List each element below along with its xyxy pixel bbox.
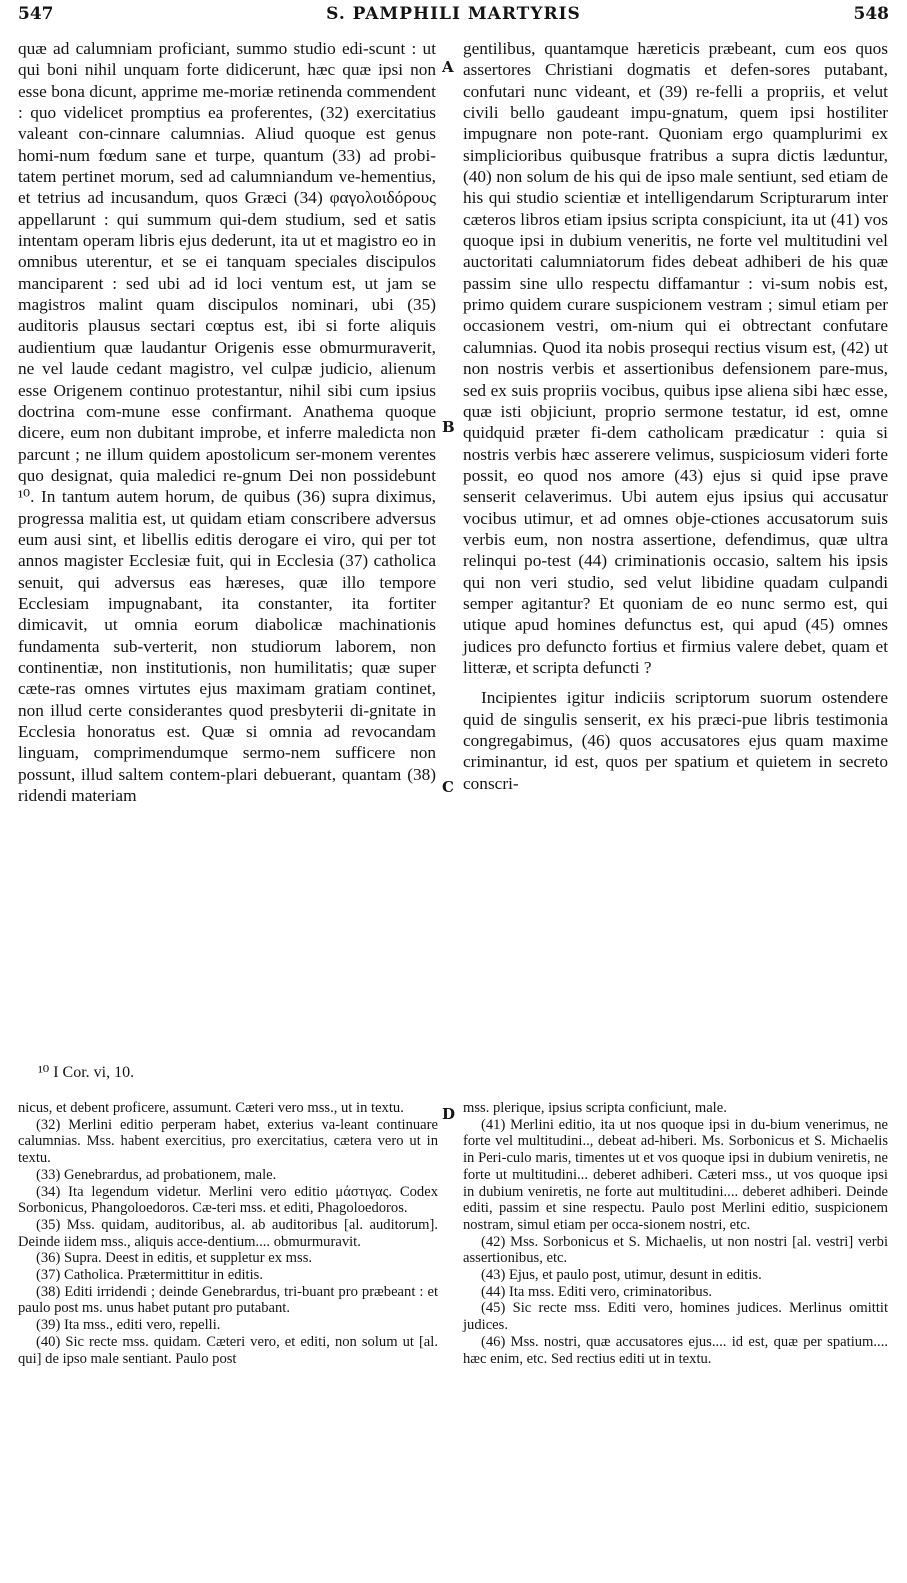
note-entry: (37) Catholica. Prætermittitur in editis. [36,1267,263,1284]
note-entry: (39) Ita mss., editi vero, repelli. [36,1317,221,1334]
left-column-text: quæ ad calumniam proficiant, summo studio edi-scunt : ut qui boni nihil unquam forte didicerunt, hæc quæ ipsi non esse bona dicunt, apprime me-moriæ retinenda commendent : quo videlicet promptius ea proferentes, (32) exercitatius valeant con-cinnare calumnias. Aliud quoque est genus homi-num fœdum sane et turpe, quantum (33) ad probi-tatem pertinet morum, sed ad calumniandum ve-hementius, et tetrius ad incusandum, quos Græci (34) φαγολοιδόρους appellarunt : qui summum qui-dem studium, sed et satis intentam operam libris ejus dederunt, ita ut et magistro eo in omnibus uterentur, et se ei tanquam speciales discipulos manciparent : sed ubi ad id loci ventum est, ut jam se magistros malint quam discipulos nominari, ubi (35) auditoris plausus sectari cœptus est, ibi si forte aliquis audientium quæ laudantur Origenis esse obmurmuraverit, ne vel laude cedant magistro, vel culpæ judicio, alienum esse Origenem continuo protestantur, nihil sibi cum ipsius doctrina com-mune esse confirmant. Anathema quoque dicere, eum non dubitant improbe, et inferre maledicta non parcunt ; ne illum quidem apostolicum ser-monem verentes quo designat, quia maledici re-gnum Dei non possidebunt ¹⁰. In tantum autem horum, de quibus (36) supra diximus, progressa malitia est, ut quidam etiam conscribere adversus eum ausi sint, et libellis editis derogare ei viro, qui per tot annos magister Ecclesiæ fuit, qui in Ecclesia (37) catholica senuit, qui adversus eas hæreses, quæ illo tempore Ecclesiam impugnabant, ita constanter, ita fortiter dimicavit, ut omnia eorum diabolicæ machinationis fundamenta sub-verterit, non studiorum laborem, non continentiæ, non institutionis, non humilitatis; quæ super cæte-ras omnes virtutes ejus maximam gratiam continet, non illud certe considerantes quod presbyterii di-gnitate in Ecclesia honoratus est. Quæ si omnia ad revocandam linguam, comprimendumque sermo-nem sufficere non possunt, illud saltem contem-plari debuerant, quantam (38) ridendi materiam [18,39,436,806]
right-column-paragraph-1: gentilibus, quantamque hæreticis præbeant, cum eos quos assertores Christiani dogmatis et defen-sores putabant, confutari nunc videant, et (39) re-felli a propriis, et velut civili bello gaudeant impu-gnatum, quem ipsi hostiliter impugnare non pote-rant. Quoniam ergo quamplurimi ex simplicioribus quibusque fratribus a supra dictis læduntur, (40) non solum de his qui de ipso male sentiunt, sed etiam de his qui studio scientiæ et intelligendarum Scripturarum inter cæteros libros etiam ipsius scripta conspiciunt, ita ut (41) vos quoque ipsi in dubium veneritis, ne forte vel multitudini vel auctoritati calumniatorum fides debeat adhiberi de his quæ passim sine ullo respectu diffamantur : vi-sum nobis est, primo quidem curare suspicionem vestram ; simul etiam per occasionem vestri, om-nium qui ei obtrectant confutare calumnias. Quod ita nobis prosequi rectius visum est, (42) ut non nostris verbis et assertionibus defensionem pare-mus, sed ex suis propriis vocibus, quibus ipse aliena sibi hæc esse, quæ isti objiciunt, proprio sermone testatur, id est, omne quidquid præter fi-dem catholicam prædicatur : quia si nostris verbis hæc asserere velimus, suspiciosum videri forte possit, eo quod nos amore (43) ejus si quid ipse prave senserit celaverimus. Ubi autem ejus ipsius qui accusatur vocibus utimur, et ad omnes obje-ctiones accusatorum suis verbis eum, non nostra assertione, defendimus, quæ ultra relinqui po-test (44) criminationis occasio, saltem his ipsis qui non veri studio, sed velut libidine quadam culpandi semper agitantur? Et quoniam de eo nunc sermo est, qui utique apud homines defunctus est, qui apud (45) omnes judices pro defuncto fortius et firmius valere debet, quam et litteræ, et scripta defuncti ? [463,39,888,677]
notes-right-column [463,1100,888,1367]
right-text-column [463,38,888,794]
margin-marker-d: D [442,1105,456,1123]
margin-marker-a: A [442,58,454,76]
running-header [18,4,889,32]
note-entry: (44) Ita mss. Editi vero, criminatoribus. [481,1283,713,1300]
note-entry: (45) Sic recte mss. Editi vero, homines judices. Merlinus omittit judices. [463,1300,888,1334]
right-column-paragraph-2: Incipientes igitur indiciis scriptorum suorum ostendere quid de singulis senserit, ex his præci-pue libris testimonia congregabimus, (46) quos accusatores ejus quam maxime criminantur, id est, quos per spatium et quietem in secreto conscri- [463,688,888,793]
note-entry: (36) Supra. Deest in editis, et suppletur ex mss. [36,1250,313,1267]
page-number-right: 548 [853,4,889,24]
note-entry: (32) Merlini editio perperam habet, exterius va-leant continuare calumnias. Mss. habent exercitius, pro exercitatius, cætera vero ut in textu. [18,1116,438,1167]
note-entry: (38) Editi irridendi ; deinde Genebrardus, tri-buant pro præbeant : et paulo post ms. unus habet putant pro putabant. [18,1283,438,1317]
note-entry: mss. plerique, ipsius scripta conficiunt, male. [463,1100,727,1116]
notes-left-column [18,1100,438,1367]
page-number-left: 547 [18,4,54,24]
note-entry: nicus, et debent proficere, assumunt. Cæteri vero mss., ut in textu. [18,1100,404,1116]
margin-marker-c: C [442,778,454,796]
running-title: S. PAMPHILI MARTYRIS [326,4,581,24]
note-entry: (42) Mss. Sorbonicus et S. Michaelis, ut non nostri [al. vestri] verbi assertionibus, etc. [463,1233,888,1267]
scripture-footnote: ¹⁰ I Cor. vi, 10. [38,1064,135,1081]
left-text-column [18,38,436,806]
note-entry: (34) Ita legendum videtur. Merlini vero editio μάστιγας. Codex Sorbonicus, Phangoloedoros. Cæ-teri mss. et editi, Phagoloedoros. [18,1183,438,1217]
note-entry: (43) Ejus, et paulo post, utimur, desunt in editis. [481,1267,762,1284]
note-entry: (33) Genebrardus, ad probationem, male. [36,1166,277,1183]
note-entry: (35) Mss. quidam, auditoribus, al. ab auditoribus [al. auditorum]. Deinde iidem mss., aliquis acce-dentium.... obmurmuravit. [18,1216,438,1250]
margin-marker-b: B [442,418,455,436]
note-entry: (46) Mss. nostri, quæ accusatores ejus.... id est, quæ per spatium.... hæc enim, etc. Sed rectius editi ut in textu. [463,1333,888,1367]
note-entry: (41) Merlini editio, ita ut nos quoque ipsi in du-bium venerimus, ne forte vel multitudini.., debeat ad-hiberi. Ms. Sorbonicus et S. Michaelis in Peri-culo maris, timentes ut et vos quoque ipsi in dubium veniretis, ne forte ut multitudini... deberet adhiberi. Cæteri mss., ut vos quoque ipsi in dubium veniretis, ne forte aut multitudini.... deberet adhiberi. Deinde editi, passim et sine respectu. Paulo post Merlini editio, suspicionem nostram, simul etiam per occa-sionem nostri, etc. [463,1116,888,1233]
note-entry: (40) Sic recte mss. quidam. Cæteri vero, et editi, non solum ut [al. qui] de ipso male sentiant. Paulo post [18,1333,438,1367]
